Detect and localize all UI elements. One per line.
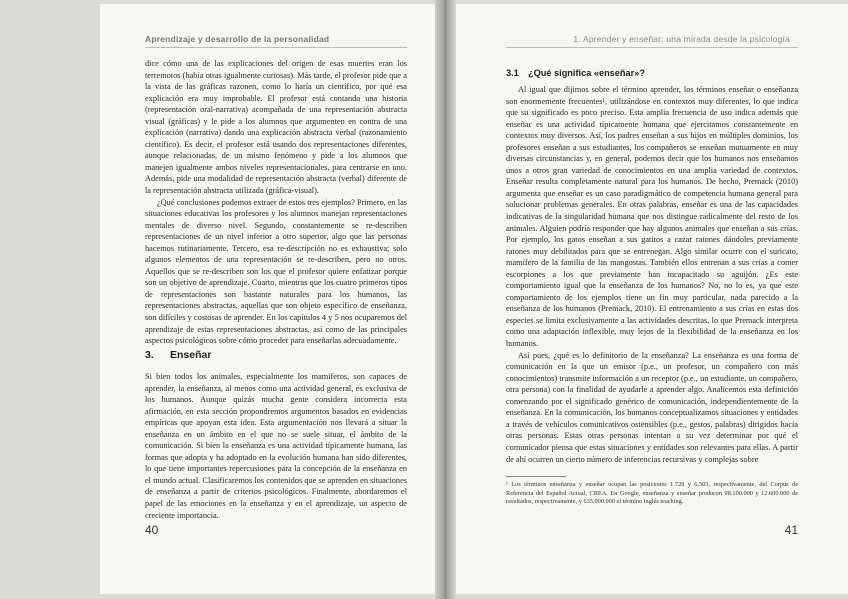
section-number: 3. xyxy=(145,349,154,361)
left-body-top xyxy=(145,58,407,347)
paragraph: dice cómo una de las explicaciones del origen de esas muertes eran los terremotos (había otras igualmente curiosas). Más tarde, el profesor pide que a la vista de las gráficas razonen, como lo haría un científico, por qué esa explicación era muy improbable. El profesor está contando una historia (representación oral-narrativa) acompañada de una representación abstracta visual (gráficas) y le pide a los alumnos que argumenten en contra de una explicación (narrativa) dando una explicación abstracta verbal (razonamiento científico). Es decir, el profesor está usando dos representaciones diferentes, aunque relacionadas, de un mismo fenómeno y pide a los alumnos que manejen igualmente ambos niveles representacionales, para centrarse en uno. Además, pide una modalidad de representación abstracta (verbal) diferente de la representación abstracta utilizada (gráfica-visual). xyxy=(145,59,407,196)
paragraph: Si bien todos los animales, especialmente los mamíferos, son capaces de aprender, la enseñanza, al menos como una actividad general, es exclusiva de los humanos. Aunque quizás mucha gente considera incorrecta esta afirmación, en esta sección propondremos argumentos basados en evidencias empíricas que apoyan esta idea. Esta argumentación nos llevará a situar la enseñanza en un ámbito en el que no se suele situar, el ámbito de la comunicación. Si bien la enseñanza es una actividad típicamente humana, las formas que adopta y ha adoptado en la evolución humana han sido diferentes, lo que tiene importantes repercusiones para la concepción de la enseñanza en el mundo actual. Clasificaremos los contenidos que se aprenden en situaciones de enseñanza a partir de criterios psicológicos. Finalmente, abordaremos el papel de las emociones en la enseñanza y en el aprendizaje, un aspecto de creciente importancia. xyxy=(145,372,407,520)
section-heading-ensenar xyxy=(145,349,211,361)
running-head-left: Aprendizaje y desarrollo de la personalidad xyxy=(145,34,330,44)
footnote-rule xyxy=(506,476,566,477)
footnote: ¹ Los términos enseñanza y enseñar ocupan las posiciones 1.728 y 6.503, respectivamente, del Corpus de Referencia del Español Actual, CREA. En Google, enseñanza y enseñar producen 98.100.000 y 12.600.000 de resultados, respectivamente, y 635.000.000 el término inglés teaching. xyxy=(506,481,798,506)
subsection-number: 3.1 xyxy=(506,68,519,78)
right-page xyxy=(456,4,848,594)
right-body xyxy=(506,84,798,465)
header-rule-right xyxy=(506,47,798,48)
section-title: Enseñar xyxy=(170,349,212,361)
paragraph: Al igual que dijimos sobre el término aprender, los términos enseñar o enseñanza son enormemente frecuentes¹, utilizándose en contextos muy diferentes, lo que indica que su significado es poco preciso. Esta amplia frecuencia de uso indica además que enseñar es una actividad típicamente humana que ejercitamos constantemente en contextos muy diversos. Así, los padres enseñan a sus hijos en múltiples dominios, los profesores enseñan a sus estudiantes, los compañeros se enseñan mutuamente en muy diversas circunstancias y, en general, podemos decir que los humanos nos enseñamos unos a otros gran variedad de conocimientos en una amplia variedad de contextos. Enseñar resulta completamente natural para los humanos. De hecho, Premack (2010) argumenta que enseñar es un caso paradigmático de competencia humana general para solucionar problemas generales. En otras palabras, enseñar es una de las capacidades indicativas de la singularidad humana que nos distingue radicalmente del resto de los animales. Alguien podría responder que hay algunos animales que enseñan a sus crías. Por ejemplo, los gatos enseñan a sus gatitos a cazar ratones dándoles previamente ratones muy debilitados para que se entrenegan. Algo similar ocurre con el suricato, mamífero de la familia de las mangostas. También ellos entrenan a sus crías a comer escorpiones a los que previamente han incapacitado su aguijón. ¿Es este comportamiento igual que la enseñanza de los humanos? No, no lo es, ya que este comportamiento de los ejemplos tiene un fin muy particular, nada parecido a la enseñanza de los humanos (Premack, 2010). El entrenamiento a sus crías en estas dos especies se limita exclusivamente a las actividades descritas, lo que Premack interpreta como una adaptación inflexible, muy lejos de la flexibilidad de la enseñanza en los humanos. xyxy=(506,85,798,349)
page-number-left: 40 xyxy=(145,523,159,537)
subsection-heading xyxy=(506,68,645,78)
page-number-right: 41 xyxy=(784,523,798,537)
running-head-right: 1. Aprender y enseñar: una mirada desde la psicología xyxy=(573,34,790,44)
subsection-title: ¿Qué significa «enseñar»? xyxy=(528,68,645,78)
paragraph: Así pues, ¿qué es lo definitorio de la enseñanza? La enseñanza es una forma de comunicación en la que un emisor (p.e., un profesor, un compañero con más conocimientos) transmite información a un receptor (p.e., un estudiante, un compañero, otra persona) con la finalidad de ayudarle a aprender algo. Analicemos esta definición comenzando por el significado genérico de comunicación, independientemente de la enseñanza. En la comunicación, los humanos conceptualizamos situaciones y entidades a través de vehículos comunicativos ostensibles (p.e., gestos, palabras) dirigidos hacia otras personas. Estas otras personas intentan a su vez determinar por qué el comunicador piensa que estas situaciones y entidades son relevantes para ellas. A partir de ahí ocurren un cierto número de inferencias recursivas y complejas sobre xyxy=(506,350,798,464)
book-gutter xyxy=(435,0,456,599)
left-body-bottom xyxy=(145,371,407,521)
header-rule-left xyxy=(145,47,407,48)
paragraph: ¿Qué conclusiones podemos extraer de estos tres ejemplos? Primero, en las situaciones educativas los profesores y los alumnos manejan representaciones mentales de diverso nivel. Segundo, constantemente se re-describen representaciones de un nivel inferior a otro superior, algo que las personas hacemos rutinariamente. Tercero, esa re-descripción no es exhaustiva; solo algunos elementos de una representación se re-describen, pero no otros. Aquellos que se re-describen son los que el profesor quiere enfatizar porque son un objetivo de aprendizaje. Cuarto, mientras que los cuatro primeros tipos de representaciones son bastante naturales para los humanos, las representaciones abstractas, aquellas que son objeto específico de enseñanza, son difíciles y costosas de aprender. En los capítulos 4 y 5 nos ocuparemos del aprendizaje de estas representaciones abstractas, así como de las principales aspectos psicológicos sobre cómo proceder para enseñarlas adecuadamente. xyxy=(145,197,407,346)
left-page xyxy=(100,4,435,594)
